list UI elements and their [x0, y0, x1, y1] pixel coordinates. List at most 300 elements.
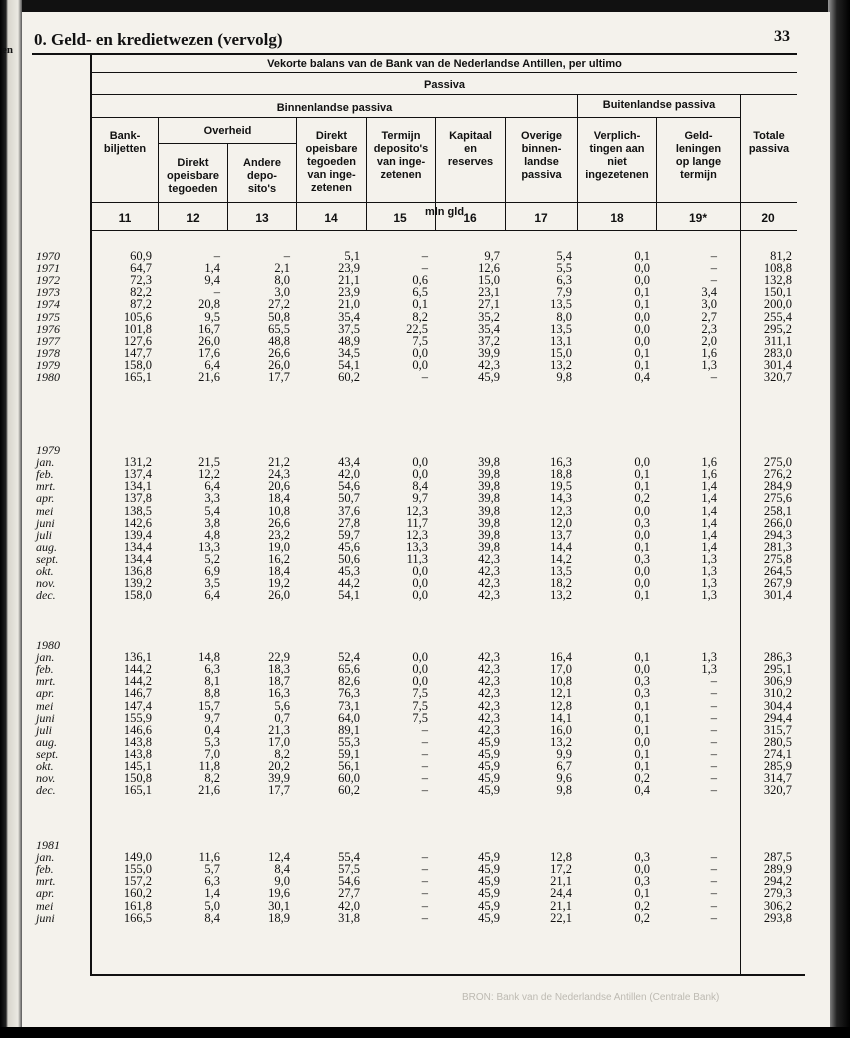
table-cell: –	[710, 759, 717, 773]
table-cell: 18,7	[268, 674, 290, 689]
table-cell: 16,4	[550, 650, 572, 665]
column-number: 13	[255, 211, 269, 225]
table-cell: 16,2	[268, 551, 290, 566]
row-label: mei	[36, 898, 54, 913]
table-cell: 17,7	[268, 370, 290, 384]
table-cell: –	[710, 722, 717, 737]
table-cell: 0,0	[634, 576, 650, 591]
table-cell: 45,9	[478, 862, 500, 877]
table-cell: –	[421, 722, 428, 737]
table-cell: 306,9	[763, 674, 792, 689]
table-cell: 20,6	[268, 479, 290, 494]
row-label: 1973	[36, 285, 60, 300]
table-cell: 283,0	[763, 345, 792, 360]
table-cell: 27,8	[338, 515, 360, 530]
table-cell: –	[213, 249, 220, 263]
table-cell: 26,6	[268, 515, 290, 530]
table-cell: 45,6	[338, 539, 360, 554]
row-label: feb.	[36, 662, 54, 677]
table-cell: 35,4	[338, 309, 360, 324]
table-cell: 42,3	[478, 662, 500, 677]
table-cell: 13,3	[406, 539, 428, 554]
table-cell: 2,3	[701, 321, 717, 336]
table-cell: 19,5	[550, 479, 572, 494]
table-cell: 165,1	[123, 370, 152, 384]
table-cell: 1,4	[701, 503, 717, 518]
table-cell: –	[710, 674, 717, 689]
table-cell: 0,0	[412, 576, 428, 591]
table-cell: 15,0	[550, 345, 572, 360]
table-cell: 8,2	[274, 746, 290, 761]
header-rule-colno	[90, 230, 797, 231]
table-cell: 42,3	[478, 674, 500, 689]
table-cell: 48,9	[338, 333, 360, 348]
binnenlandse-header: Binnenlandse passiva	[276, 102, 393, 114]
table-cell: –	[421, 759, 428, 773]
header-rule-1	[90, 72, 797, 73]
header-rule-unit	[90, 202, 797, 203]
table-cell: 0,2	[634, 491, 650, 506]
buitenlandse-header: Buitenlandse passiva	[602, 99, 716, 111]
row-label: dec.	[36, 783, 56, 798]
table-cell: 39,8	[478, 503, 500, 518]
row-label: 1975	[36, 309, 60, 324]
table-cell: 301,4	[763, 357, 792, 372]
table-cell: 21,6	[198, 370, 220, 384]
table-cell: 24,4	[550, 886, 572, 901]
table-cell: 82,2	[130, 285, 152, 300]
table-cell: 12,8	[550, 698, 572, 713]
table-cell: 315,7	[763, 722, 792, 737]
column-number: 18	[610, 211, 624, 225]
table-cell: 0,4	[634, 783, 650, 798]
table-cell: 1,3	[701, 551, 717, 566]
table-cell: 89,1	[338, 722, 360, 737]
table-cell: 39,8	[478, 479, 500, 494]
table-cell: 39,8	[478, 539, 500, 554]
table-cell: 5,1	[344, 249, 360, 263]
table-cell: 5,6	[274, 698, 290, 713]
row-label: okt.	[36, 759, 54, 773]
table-cell: 30,1	[268, 898, 290, 913]
table-cell: 158,0	[123, 588, 152, 603]
table-cell: 7,9	[556, 285, 572, 300]
table-cell: 279,3	[763, 886, 792, 901]
table-cell: 6,9	[204, 564, 220, 578]
column-number: 17	[534, 211, 548, 225]
table-cell: 0,2	[634, 771, 650, 786]
table-cell: 276,2	[763, 467, 792, 482]
row-label: 1980	[36, 638, 60, 652]
table-cell: –	[421, 898, 428, 913]
table-cell: 14,8	[198, 650, 220, 665]
row-label: juni	[36, 910, 55, 925]
table-cell: 45,9	[478, 910, 500, 925]
table-cell: 9,8	[556, 783, 572, 798]
table-cell: 18,9	[268, 910, 290, 925]
table-cell: 139,4	[123, 527, 152, 542]
table-cell: 0,1	[634, 479, 650, 494]
overheid-header: Overheid	[203, 125, 252, 137]
table-cell: 35,2	[478, 309, 500, 324]
table-cell: 274,1	[763, 746, 792, 761]
table-cell: 12,1	[550, 686, 572, 701]
table-cell: 0,0	[412, 650, 428, 665]
table-cell: –	[421, 261, 428, 276]
table-cell: 275,0	[763, 455, 792, 470]
table-cell: 42,3	[478, 357, 500, 372]
table-cell: 0,0	[412, 357, 428, 372]
table-cell: –	[710, 771, 717, 786]
table-cell: 0,0	[412, 662, 428, 677]
table-cell: 39,8	[478, 527, 500, 542]
table-cell: 37,2	[478, 333, 500, 348]
table-cell: 21,3	[268, 722, 290, 737]
table-cell: –	[421, 783, 428, 798]
table-cell: 5,7	[204, 862, 220, 877]
table-cell: 1,4	[701, 491, 717, 506]
table-cell: 50,7	[338, 491, 360, 506]
table-cell: 311,1	[764, 333, 792, 348]
table-cell: 258,1	[763, 503, 792, 518]
table-cell: 105,6	[123, 309, 152, 324]
table-cell: 281,3	[763, 539, 792, 554]
table-cell: 1,3	[701, 576, 717, 591]
column-header: Andere depo- sito's	[243, 157, 281, 195]
table-cell: 0,0	[634, 321, 650, 336]
table-cell: 255,4	[763, 309, 792, 324]
table-cell: 17,2	[550, 862, 572, 877]
table-cell: 12,6	[478, 261, 500, 276]
table-cell: 17,6	[198, 345, 220, 360]
table-cell: 294,4	[763, 710, 792, 725]
table-cell: 0,0	[634, 862, 650, 877]
table-cell: 137,8	[123, 491, 152, 506]
table-cell: 6,4	[204, 357, 220, 372]
column-number: 14	[324, 211, 338, 225]
table-cell: 0,0	[634, 503, 650, 518]
table-title: Vekorte balans van de Bank van de Nederlandse Antillen, per ultimo	[267, 58, 622, 70]
table-cell: 142,6	[123, 515, 152, 530]
table-cell: 11,8	[198, 759, 220, 773]
page-edge-right	[828, 0, 850, 1038]
table-cell: 131,2	[123, 455, 152, 470]
table-cell: –	[421, 850, 428, 865]
table-cell: 3,3	[204, 491, 220, 506]
document-page	[22, 12, 830, 1027]
page-number: 33	[774, 28, 790, 45]
table-cell: 27,7	[338, 886, 360, 901]
table-cell: 0,0	[634, 564, 650, 578]
column-number: 16	[463, 211, 477, 225]
column-header: Geld- leningen op lange termijn	[675, 130, 722, 181]
table-cell: 166,5	[123, 910, 152, 925]
row-label: 1979	[36, 443, 60, 457]
table-cell: 42,3	[478, 722, 500, 737]
table-cell: 6,3	[556, 273, 572, 288]
table-cell: 6,3	[204, 874, 220, 889]
table-cell: 21,5	[198, 455, 220, 470]
table-cell: 8,4	[204, 910, 220, 925]
row-label: 1980	[36, 370, 60, 384]
table-cell: 132,8	[763, 273, 792, 288]
table-cell: 39,9	[478, 345, 500, 360]
table-cell: 42,3	[478, 650, 500, 665]
table-cell: 20,8	[198, 297, 220, 312]
table-cell: 0,1	[634, 710, 650, 725]
table-cell: 39,8	[478, 455, 500, 470]
table-cell: –	[710, 910, 717, 925]
table-cell: 39,8	[478, 515, 500, 530]
table-cell: 1,4	[701, 479, 717, 494]
table-cell: 3,8	[204, 515, 220, 530]
table-cell: 45,9	[478, 370, 500, 384]
table-cell: 27,2	[268, 297, 290, 312]
table-cell: –	[710, 273, 717, 288]
table-cell: 0,3	[634, 850, 650, 865]
table-cell: 13,7	[550, 527, 572, 542]
table-cell: 11,7	[406, 515, 428, 530]
table-cell: 1,3	[701, 564, 717, 578]
table-cell: 1,6	[701, 467, 717, 482]
table-cell: 264,5	[763, 564, 792, 578]
table-cell: 0,1	[634, 357, 650, 372]
table-cell: 0,0	[634, 261, 650, 276]
column-number: 20	[761, 211, 775, 225]
row-label: mei	[36, 698, 54, 713]
column-header: Direkt opeisbare tegoeden	[167, 157, 219, 195]
passiva-header: Passiva	[424, 79, 465, 91]
table-cell: 0,1	[634, 722, 650, 737]
table-cell: –	[710, 370, 717, 384]
row-label: apr.	[36, 686, 55, 701]
table-cell: 155,0	[123, 862, 152, 877]
table-cell: 1,4	[701, 527, 717, 542]
table-cell: –	[710, 874, 717, 889]
table-cell: 285,9	[763, 759, 792, 773]
table-cell: 55,4	[338, 850, 360, 865]
table-cell: –	[710, 261, 717, 276]
table-cell: 45,9	[478, 898, 500, 913]
table-cell: 0,3	[634, 686, 650, 701]
table-cell: 11,3	[406, 551, 428, 566]
table-cell: 57,5	[338, 862, 360, 877]
row-label: 1976	[36, 321, 60, 336]
table-cell: 42,0	[338, 898, 360, 913]
column-header: Totale passiva	[748, 130, 790, 155]
table-cell: 0,0	[634, 527, 650, 542]
table-cell: 0,0	[412, 588, 428, 603]
table-cell: 24,3	[268, 467, 290, 482]
table-cell: 3,0	[701, 297, 717, 312]
row-label: juli	[36, 527, 53, 542]
table-cell: –	[710, 746, 717, 761]
table-cell: 161,8	[123, 898, 152, 913]
table-cell: 0,0	[634, 333, 650, 348]
table-cell: 48,8	[268, 333, 290, 348]
table-cell: 1,6	[701, 455, 717, 470]
row-label: 1977	[36, 333, 60, 348]
column-number: 15	[393, 211, 407, 225]
table-cell: 23,9	[338, 261, 360, 276]
table-cell: 16,3	[550, 455, 572, 470]
table-cell: 6,3	[204, 662, 220, 677]
table-cell: 320,7	[763, 370, 792, 384]
table-cell: 60,2	[338, 783, 360, 798]
table-cell: 9,7	[412, 491, 428, 506]
table-cell: –	[421, 370, 428, 384]
table-cell: 21,2	[268, 455, 290, 470]
table-cell: 287,5	[763, 850, 792, 865]
table-cell: 23,1	[478, 285, 500, 300]
table-cell: 160,2	[123, 886, 152, 901]
row-label: juni	[36, 515, 55, 530]
table-cell: –	[421, 910, 428, 925]
table-cell: 150,1	[763, 285, 792, 300]
row-label: 1979	[36, 357, 60, 372]
table-cell: 45,9	[478, 771, 500, 786]
table-cell: 144,2	[123, 662, 152, 677]
table-cell: 20,2	[268, 759, 290, 773]
table-cell: 13,5	[550, 564, 572, 578]
row-label: aug.	[36, 539, 57, 554]
table-cell: 5,3	[204, 734, 220, 749]
table-cell: 34,5	[338, 345, 360, 360]
table-cell: 0,2	[634, 898, 650, 913]
table-cell: –	[710, 886, 717, 901]
table-cell: 3,5	[204, 576, 220, 591]
row-label: dec.	[36, 588, 56, 603]
row-label: jan.	[36, 850, 55, 865]
table-cell: 310,2	[763, 686, 792, 701]
table-cell: 155,9	[123, 710, 152, 725]
row-label: okt.	[36, 564, 54, 578]
table-cell: 13,5	[550, 321, 572, 336]
table-cell: 42,3	[478, 564, 500, 578]
table-cell: 13,5	[550, 297, 572, 312]
table-cell: 73,1	[338, 698, 360, 713]
table-cell: 0,3	[634, 874, 650, 889]
table-cell: 18,4	[268, 564, 290, 578]
table-cell: 45,9	[478, 759, 500, 773]
table-cell: 76,3	[338, 686, 360, 701]
row-label: aug.	[36, 734, 57, 749]
table-cell: 306,2	[763, 898, 792, 913]
table-cell: 301,4	[763, 588, 792, 603]
table-cell: 293,8	[763, 910, 792, 925]
table-cell: 60,0	[338, 771, 360, 786]
table-cell: –	[710, 898, 717, 913]
table-cell: 144,2	[123, 674, 152, 689]
table-cell: 0,0	[634, 273, 650, 288]
table-cell: 0,1	[634, 467, 650, 482]
table-cell: 6,5	[412, 285, 428, 300]
table-cell: 0,1	[634, 345, 650, 360]
table-cell: 35,4	[478, 321, 500, 336]
table-cell: 0,3	[634, 674, 650, 689]
table-cell: 45,3	[338, 564, 360, 578]
table-cell: 15,7	[198, 698, 220, 713]
table-cell: 22,5	[406, 321, 428, 336]
book-spine	[0, 0, 22, 1038]
table-cell: 54,1	[338, 357, 360, 372]
table-cell: 17,7	[268, 783, 290, 798]
table-cell: 18,2	[550, 576, 572, 591]
table-cell: 8,4	[274, 862, 290, 877]
table-cell: 12,2	[198, 467, 220, 482]
table-cell: 3,4	[701, 285, 717, 300]
table-cell: 0,1	[634, 759, 650, 773]
table-cell: 12,3	[406, 527, 428, 542]
table-cell: 18,8	[550, 467, 572, 482]
table-cell: 22,1	[550, 910, 572, 925]
row-label: juni	[36, 710, 55, 725]
table-cell: 127,6	[123, 333, 152, 348]
table-cell: 9,7	[484, 249, 500, 263]
table-cell: 136,8	[123, 564, 152, 578]
table-cell: 280,5	[763, 734, 792, 749]
table-cell: 19,2	[268, 576, 290, 591]
table-cell: 0,4	[634, 370, 650, 384]
table-cell: 5,2	[204, 551, 220, 566]
column-header: Verplich- tingen aan niet ingezetenen	[585, 130, 649, 181]
table-cell: 0,0	[412, 345, 428, 360]
table-cell: 82,6	[338, 674, 360, 689]
table-cell: 22,9	[268, 650, 290, 665]
table-cell: 19,0	[268, 539, 290, 554]
table-cell: 165,1	[123, 783, 152, 798]
table-cell: 14,3	[550, 491, 572, 506]
table-cell: 59,7	[338, 527, 360, 542]
table-cell: 45,9	[478, 874, 500, 889]
table-cell: 0,1	[634, 249, 650, 263]
table-cell: 6,4	[204, 588, 220, 603]
table-cell: 15,0	[478, 273, 500, 288]
table-cell: 54,6	[338, 479, 360, 494]
table-cell: –	[710, 734, 717, 749]
table-cell: 14,4	[550, 539, 572, 554]
table-cell: 10,8	[550, 674, 572, 689]
table-cell: 2,1	[274, 261, 290, 276]
table-cell: 81,2	[770, 249, 792, 263]
table-cell: 2,7	[701, 309, 717, 324]
table-cell: 8,4	[412, 479, 428, 494]
table-cell: 17,0	[268, 734, 290, 749]
table-cell: 26,0	[268, 357, 290, 372]
table-cell: 0,1	[634, 285, 650, 300]
table-cell: 286,3	[763, 650, 792, 665]
table-cell: 149,0	[123, 850, 152, 865]
table-cell: 0,1	[634, 650, 650, 665]
table-cell: 72,3	[130, 273, 152, 288]
table-cell: 294,2	[763, 874, 792, 889]
table-cell: 17,0	[550, 662, 572, 677]
table-cell: 7,5	[412, 333, 428, 348]
table-cell: 50,6	[338, 551, 360, 566]
table-cell: 158,0	[123, 357, 152, 372]
table-cell: –	[710, 850, 717, 865]
table-cell: 314,7	[763, 771, 792, 786]
table-cell: 0,6	[412, 273, 428, 288]
table-cell: –	[421, 874, 428, 889]
table-cell: 64,7	[130, 261, 152, 276]
table-cell: 7,5	[412, 698, 428, 713]
table-cell: 0,0	[634, 309, 650, 324]
table-cell: 0,0	[634, 662, 650, 677]
table-cell: 42,3	[478, 710, 500, 725]
table-cell: 0,1	[412, 297, 428, 312]
row-label: sept.	[36, 746, 59, 761]
